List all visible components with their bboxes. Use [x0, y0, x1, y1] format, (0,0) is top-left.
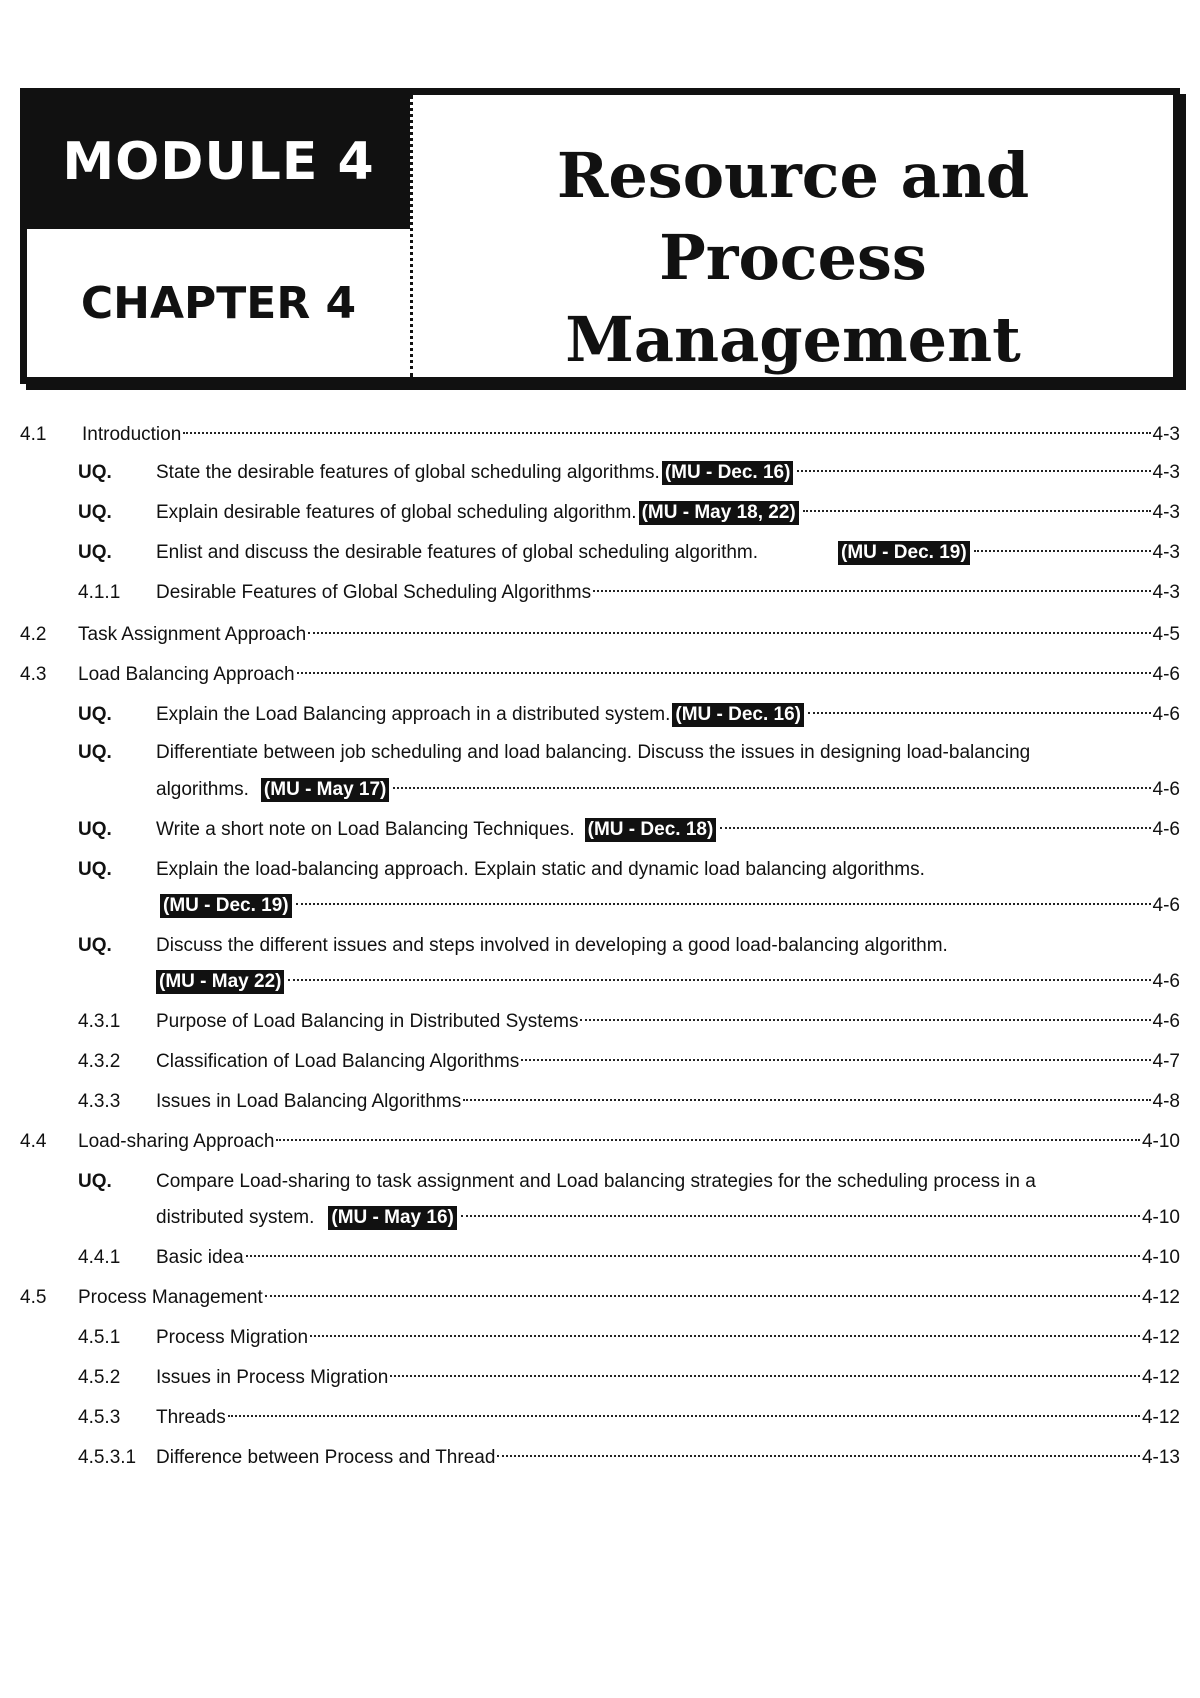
chapter-header	[20, 88, 1180, 384]
leader-dots	[276, 1139, 1139, 1141]
toc-title: Basic idea	[156, 1247, 244, 1268]
toc-page: 4-13	[1141, 1447, 1180, 1468]
leader-dots	[803, 510, 1151, 512]
toc-entry[interactable]	[0, 1167, 1200, 1197]
uq-marker: UQ.	[78, 742, 112, 763]
toc-page: 4-6	[1152, 704, 1180, 725]
leader-dots	[183, 432, 1150, 434]
toc-entry[interactable]	[0, 420, 1200, 450]
toc-page: 4-5	[1152, 624, 1180, 645]
toc-number: 4.5	[20, 1287, 47, 1308]
toc-entry[interactable]	[0, 700, 1200, 730]
leader-dots	[228, 1415, 1140, 1417]
exam-tag: (MU - May 16)	[328, 1206, 456, 1230]
toc-page: 4-6	[1152, 664, 1180, 685]
toc-title: State the desirable features of global scheduling algorithms.	[156, 462, 660, 483]
toc-entry[interactable]	[0, 498, 1200, 528]
uq-marker: UQ.	[78, 502, 112, 523]
toc-entry[interactable]	[0, 1087, 1200, 1117]
exam-tag: (MU - May 18, 22)	[639, 501, 799, 525]
leader-dots	[265, 1295, 1140, 1297]
toc-page: 4-12	[1141, 1367, 1180, 1388]
toc-entry[interactable]	[0, 458, 1200, 488]
toc-entry[interactable]	[0, 1323, 1200, 1353]
uq-marker: UQ.	[78, 462, 112, 483]
leader-dots	[310, 1335, 1140, 1337]
leader-dots	[308, 632, 1150, 634]
toc-title: Purpose of Load Balancing in Distributed Systems	[156, 1011, 579, 1032]
toc-title: Desirable Features of Global Scheduling Algorithms	[156, 582, 592, 603]
toc-title: Differentiate between job scheduling and load balancing. Discuss the issues in designing load-balancing	[156, 742, 1031, 763]
toc-title: Explain the Load Balancing approach in a distributed system.	[156, 704, 671, 725]
toc-title: Load-sharing Approach	[78, 1131, 275, 1152]
toc-page: 4-6	[1152, 1011, 1180, 1032]
chapter-title	[413, 135, 1173, 381]
toc-entry[interactable]	[0, 931, 1200, 961]
toc-title-continuation: algorithms.	[156, 779, 249, 800]
toc-title: Explain desirable features of global scheduling algorithm.	[156, 502, 637, 523]
toc-number: 4.3.3	[78, 1091, 121, 1112]
toc-number: 4.5.2	[78, 1367, 121, 1388]
toc-entry[interactable]	[0, 538, 1200, 568]
toc-number: 4.2	[20, 624, 47, 645]
toc-entry[interactable]	[0, 1007, 1200, 1037]
uq-marker: UQ.	[78, 542, 112, 563]
uq-marker: UQ.	[78, 935, 112, 956]
leader-dots	[974, 550, 1151, 552]
toc-number: 4.1	[20, 424, 47, 445]
leader-dots	[580, 1019, 1150, 1021]
leader-dots	[461, 1215, 1140, 1217]
uq-marker: UQ.	[78, 704, 112, 725]
toc-page: 4-6	[1152, 819, 1180, 840]
toc-page: 4-3	[1152, 424, 1180, 445]
toc-page: 4-6	[1152, 895, 1180, 916]
toc-page: 4-3	[1152, 542, 1180, 563]
toc-entry[interactable]	[0, 855, 1200, 885]
toc-number: 4.3	[20, 664, 47, 685]
toc-entry[interactable]	[0, 738, 1200, 768]
leader-dots	[808, 712, 1151, 714]
leader-dots	[720, 827, 1150, 829]
toc-page: 4-7	[1152, 1051, 1180, 1072]
toc-title: Task Assignment Approach	[78, 624, 307, 645]
uq-marker: UQ.	[78, 1171, 112, 1192]
toc-entry[interactable]	[0, 620, 1200, 650]
exam-tag: (MU - Dec. 16)	[672, 703, 804, 727]
exam-tag: (MU - Dec. 19)	[160, 894, 292, 918]
toc-entry[interactable]	[0, 1047, 1200, 1077]
toc-page: 4-3	[1152, 502, 1180, 523]
leader-dots	[797, 470, 1150, 472]
toc-page: 4-8	[1152, 1091, 1180, 1112]
exam-tag: (MU - May 17)	[261, 778, 389, 802]
exam-tag: (MU - Dec. 16)	[662, 461, 794, 485]
toc-title: Threads	[156, 1407, 226, 1428]
toc-entry[interactable]	[0, 1363, 1200, 1393]
leader-dots	[296, 903, 1151, 905]
exam-tag: (MU - Dec. 19)	[838, 541, 970, 565]
toc-entry[interactable]	[0, 660, 1200, 690]
toc-entry-continuation[interactable]	[0, 891, 1200, 921]
toc-title: Process Management	[78, 1287, 263, 1308]
toc-title-continuation: distributed system.	[156, 1207, 315, 1228]
toc-title: Issues in Load Balancing Algorithms	[156, 1091, 462, 1112]
leader-dots	[393, 787, 1150, 789]
toc-entry[interactable]	[0, 815, 1200, 845]
toc-page: 4-10	[1141, 1131, 1180, 1152]
toc-title: Process Migration	[156, 1327, 309, 1348]
toc-entry[interactable]	[0, 1243, 1200, 1273]
leader-dots	[521, 1059, 1150, 1061]
exam-tag: (MU - Dec. 18)	[585, 818, 717, 842]
toc-page: 4-10	[1141, 1207, 1180, 1228]
uq-marker: UQ.	[78, 819, 112, 840]
toc-title: Load Balancing Approach	[78, 664, 295, 685]
leader-dots	[288, 979, 1150, 981]
toc-entry-continuation[interactable]	[0, 1203, 1200, 1233]
toc-entry[interactable]	[0, 1403, 1200, 1433]
chapter-label: CHAPTER 4	[80, 277, 357, 329]
toc-page: 4-3	[1152, 582, 1180, 603]
toc-number: 4.3.1	[78, 1011, 121, 1032]
toc-title: Compare Load-sharing to task assignment and Load balancing strategies for the scheduling process in a	[156, 1171, 1036, 1192]
leader-dots	[463, 1099, 1150, 1101]
toc-entry[interactable]	[0, 1283, 1200, 1313]
leader-dots	[593, 590, 1150, 592]
toc-page: 4-12	[1141, 1287, 1180, 1308]
toc-title: Difference between Process and Thread	[156, 1447, 496, 1468]
toc-entry[interactable]	[0, 1443, 1200, 1473]
leader-dots	[497, 1455, 1140, 1457]
toc-title: Classification of Load Balancing Algorithms	[156, 1051, 520, 1072]
toc-number: 4.1.1	[78, 582, 121, 603]
uq-marker: UQ.	[78, 859, 112, 880]
toc-title: Write a short note on Load Balancing Techniques.	[156, 819, 575, 840]
toc-title: Explain the load-balancing approach. Explain static and dynamic load balancing algorithms.	[156, 859, 925, 880]
chapter-title-line1: Resource and Process	[556, 139, 1030, 294]
toc-entry[interactable]	[0, 578, 1200, 608]
toc-page: 4-10	[1141, 1247, 1180, 1268]
toc-title: Enlist and discuss the desirable features of global scheduling algorithm.	[156, 542, 759, 563]
toc-number: 4.4.1	[78, 1247, 121, 1268]
module-label: MODULE 4	[27, 95, 410, 229]
exam-tag: (MU - May 22)	[156, 970, 284, 994]
toc-page: 4-12	[1141, 1327, 1180, 1348]
toc-title: Introduction	[82, 424, 182, 445]
toc-entry-continuation[interactable]	[0, 775, 1200, 805]
toc-number: 4.5.3	[78, 1407, 121, 1428]
toc-number: 4.3.2	[78, 1051, 121, 1072]
chapter-title-line2: Management	[565, 303, 1021, 376]
toc-title: Issues in Process Migration	[156, 1367, 389, 1388]
leader-dots	[390, 1375, 1140, 1377]
toc-page: 4-12	[1141, 1407, 1180, 1428]
toc-title: Discuss the different issues and steps involved in developing a good load-balancing algorithm.	[156, 935, 948, 956]
leader-dots	[297, 672, 1151, 674]
toc-page: 4-3	[1152, 462, 1180, 483]
toc-entry-continuation[interactable]	[0, 967, 1200, 997]
toc-number: 4.4	[20, 1131, 47, 1152]
toc-number: 4.5.1	[78, 1327, 121, 1348]
toc-page: 4-6	[1152, 971, 1180, 992]
toc-number: 4.5.3.1	[78, 1447, 137, 1468]
leader-dots	[246, 1255, 1140, 1257]
toc-page: 4-6	[1152, 779, 1180, 800]
toc-entry[interactable]	[0, 1127, 1200, 1157]
